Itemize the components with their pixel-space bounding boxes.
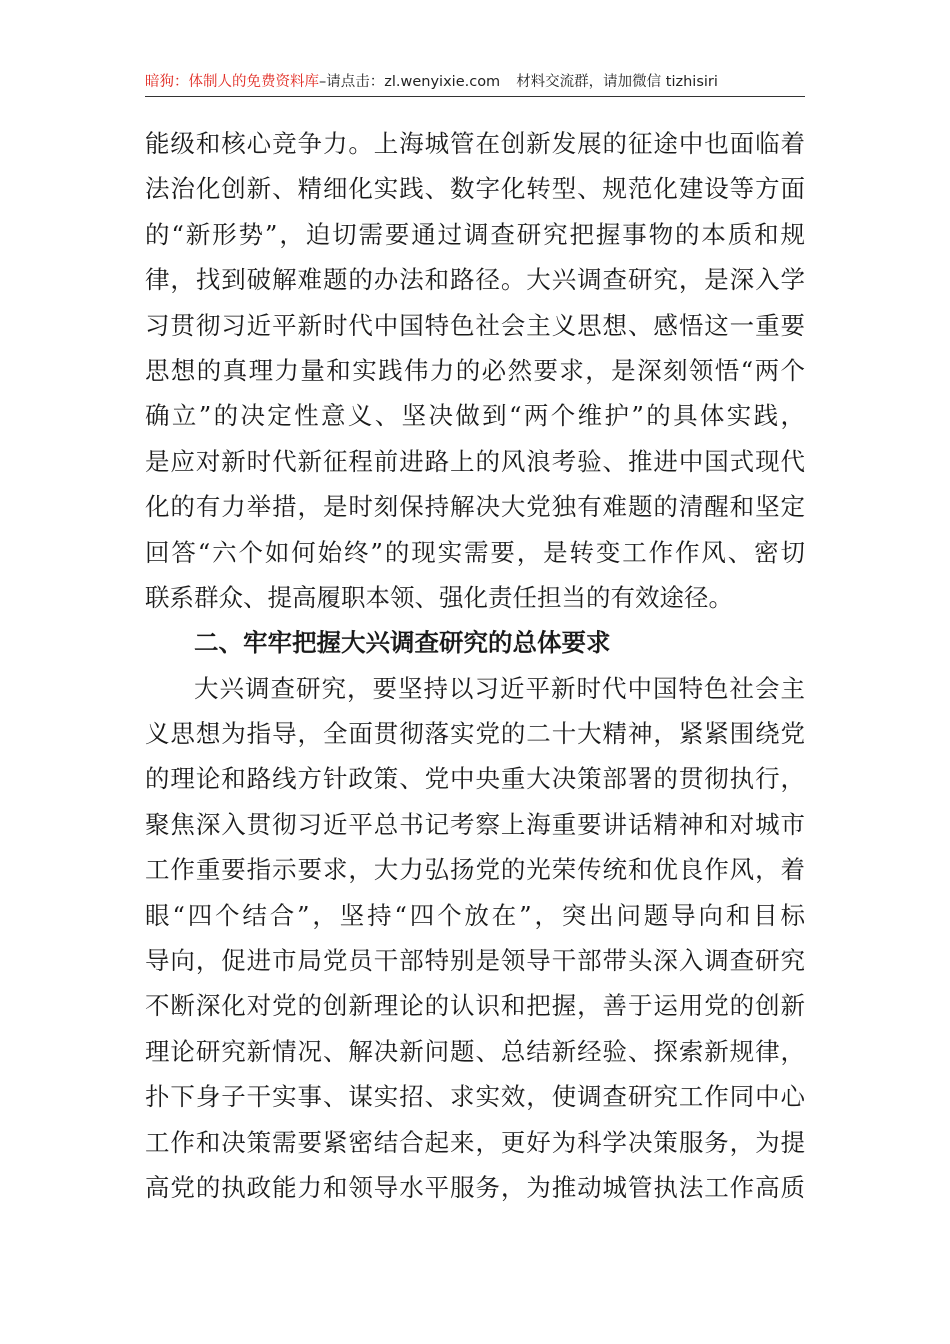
document-body (145, 121, 805, 1210)
text-line: 工作重要指示要求，大力弘扬党的光荣传统和优良作风，着 (145, 855, 805, 885)
text-line: 义思想为指导，全面贯彻落实党的二十大精神，紧紧围绕党 (145, 719, 805, 749)
text-line: 化的有力举措，是时刻保持解决大党独有难题的清醒和坚定 (145, 492, 805, 522)
header-site-name: 暗狗：体制人的免费资料库 (145, 73, 319, 90)
text-line: 不断深化对党的创新理论的认识和把握，善于运用党的创新 (145, 991, 805, 1021)
text-line: 联系群众、提高履职本领、强化责任担当的有效途径。 (145, 582, 733, 612)
text-line: 是应对新时代新征程前进路上的风浪考验、推进中国式现代 (145, 446, 805, 476)
paragraph-2 (145, 666, 805, 1211)
text-line: 工作和决策需要紧密结合起来，更好为科学决策服务，为提 (145, 1127, 805, 1157)
text-line: 确立”的决定性意义、坚决做到“两个维护”的具体实践， (145, 401, 805, 431)
page-header (145, 66, 805, 94)
text-line: 扑下身子干实事、谋实招、求实效，使调查研究工作同中心 (145, 1082, 805, 1112)
text-line: 大兴调查研究，要坚持以习近平新时代中国特色社会主 (194, 673, 805, 703)
section-heading: 二、牢牢把握大兴调查研究的总体要求 (194, 628, 611, 658)
text-line: 的“新形势”，迫切需要通过调查研究把握事物的本质和规 (145, 219, 805, 249)
text-line: 能级和核心竞争力。上海城管在创新发展的征途中也面临着 (145, 129, 805, 158)
text-line: 高党的执政能力和领导水平服务，为推动城管执法工作高质 (145, 1172, 805, 1202)
paragraph-1 (145, 121, 805, 620)
text-line: 法治化创新、精细化实践、数字化转型、规范化建设等方面 (145, 174, 805, 204)
text-line: 回答“六个如何始终”的现实需要，是转变工作作风、密切 (145, 537, 805, 567)
text-line: 的理论和路线方针政策、党中央重大决策部署的贯彻执行， (145, 764, 805, 794)
text-line: 律，找到破解难题的办法和路径。大兴调查研究，是深入学 (145, 265, 805, 295)
text-line: 习贯彻习近平新时代中国特色社会主义思想、感悟这一重要 (145, 310, 805, 340)
header-link-text[interactable]: –请点击：zl.wenyixie.com (319, 73, 501, 90)
text-line: 聚焦深入贯彻习近平总书记考察上海重要讲话精神和对城市 (145, 809, 805, 839)
header-divider (145, 96, 805, 97)
text-line: 眼“四个结合”，坚持“四个放在”，突出问题导向和目标 (145, 900, 805, 930)
text-line: 思想的真理力量和实践伟力的必然要求，是深刻领悟“两个 (145, 355, 805, 385)
text-line: 理论研究新情况、解决新问题、总结新经验、探索新规律， (145, 1036, 805, 1066)
header-wechat-note: 材料交流群，请加微信 tizhisiri (516, 73, 718, 90)
text-line: 导向，促进市局党员干部特别是领导干部带头深入调查研究 (145, 946, 805, 976)
